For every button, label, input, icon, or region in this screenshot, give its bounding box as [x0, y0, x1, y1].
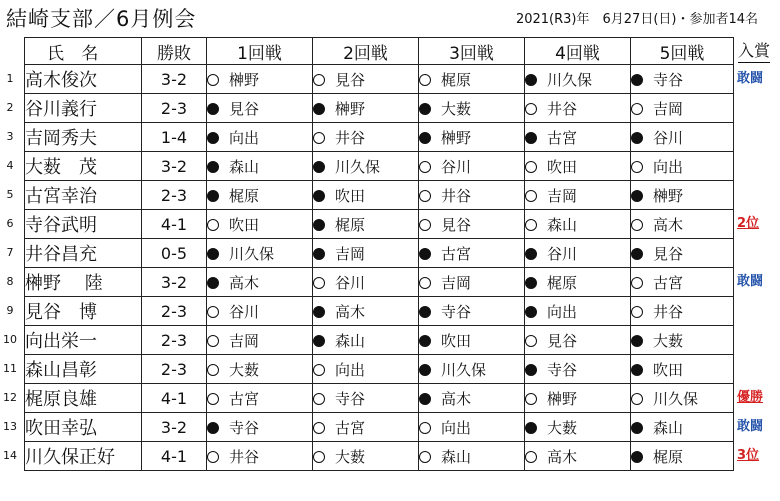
opponent-name: 川久保	[335, 157, 381, 176]
player-record: 4-1	[142, 384, 207, 413]
opponent-name: 高木	[229, 273, 260, 292]
game-result-round-2	[313, 326, 419, 355]
opponent-name: 谷川	[229, 302, 260, 321]
player-name: 梶原良雄	[25, 384, 142, 413]
opponent-name: 榊野	[335, 99, 366, 118]
game-result-round-3	[419, 384, 525, 413]
opponent-name: 見谷	[653, 244, 684, 263]
loss-mark-icon	[631, 132, 643, 144]
game-result-round-1	[207, 355, 313, 384]
loss-mark-icon	[313, 190, 325, 202]
game-result-round-1	[207, 152, 313, 181]
opponent-name: 見谷	[335, 70, 366, 89]
player-name: 川久保正好	[25, 442, 142, 471]
game-result-round-2	[313, 384, 419, 413]
win-mark-icon	[207, 393, 219, 405]
game-result-round-1	[207, 181, 313, 210]
loss-mark-icon	[631, 74, 643, 86]
game-result-round-2	[313, 210, 419, 239]
opponent-name: 古宮	[441, 244, 472, 263]
header-award: 入賞	[738, 40, 770, 63]
loss-mark-icon	[525, 364, 537, 376]
game-result-round-5	[631, 384, 734, 413]
loss-mark-icon	[207, 190, 219, 202]
opponent-name: 見谷	[547, 331, 578, 350]
win-mark-icon	[631, 219, 643, 231]
player-name: 古宮幸治	[25, 181, 142, 210]
award-label: 優勝	[737, 390, 764, 405]
player-record: 3-2	[142, 268, 207, 297]
player-row	[25, 442, 734, 471]
player-record: 4-1	[142, 210, 207, 239]
loss-mark-icon	[631, 190, 643, 202]
win-mark-icon	[631, 306, 643, 318]
game-result-round-5	[631, 94, 734, 123]
opponent-name: 谷川	[653, 128, 684, 147]
opponent-name: 吉岡	[441, 273, 472, 292]
opponent-name: 梶原	[441, 70, 472, 89]
header-round-3: 3回戦	[419, 38, 525, 65]
win-mark-icon	[525, 335, 537, 347]
opponent-name: 川久保	[229, 244, 275, 263]
player-record: 3-2	[142, 152, 207, 181]
player-name: 榊野 陸	[25, 268, 142, 297]
row-number: 8	[6, 275, 14, 288]
opponent-name: 大薮	[441, 99, 472, 118]
game-result-round-2	[313, 442, 419, 471]
win-mark-icon	[419, 422, 431, 434]
game-result-round-4	[525, 152, 631, 181]
opponent-name: 吉岡	[653, 99, 684, 118]
win-mark-icon	[419, 74, 431, 86]
win-mark-icon	[631, 161, 643, 173]
opponent-name: 古宮	[653, 273, 684, 292]
player-row	[25, 384, 734, 413]
player-record: 3-2	[142, 413, 207, 442]
opponent-name: 梶原	[229, 186, 260, 205]
opponent-name: 見谷	[229, 99, 260, 118]
game-result-round-5	[631, 297, 734, 326]
opponent-name: 梶原	[547, 273, 578, 292]
loss-mark-icon	[313, 248, 325, 260]
player-row	[25, 210, 734, 239]
game-result-round-1	[207, 123, 313, 152]
opponent-name: 川久保	[653, 389, 699, 408]
win-mark-icon	[313, 132, 325, 144]
opponent-name: 井谷	[653, 302, 684, 321]
player-record: 4-1	[142, 442, 207, 471]
win-mark-icon	[313, 277, 325, 289]
opponent-name: 古宮	[229, 389, 260, 408]
win-mark-icon	[207, 219, 219, 231]
win-mark-icon	[525, 219, 537, 231]
player-record: 1-4	[142, 123, 207, 152]
player-record: 2-3	[142, 355, 207, 384]
header-row	[25, 38, 734, 65]
loss-mark-icon	[207, 248, 219, 260]
opponent-name: 向出	[653, 157, 684, 176]
award-label: 3位	[737, 448, 760, 463]
game-result-round-5	[631, 65, 734, 94]
game-result-round-5	[631, 239, 734, 268]
opponent-name: 寺谷	[229, 418, 260, 437]
opponent-name: 大薮	[547, 418, 578, 437]
player-name: 向出栄一	[25, 326, 142, 355]
opponent-name: 吉岡	[335, 244, 366, 263]
loss-mark-icon	[419, 103, 431, 115]
opponent-name: 川久保	[547, 70, 593, 89]
win-mark-icon	[419, 161, 431, 173]
opponent-name: 森山	[229, 157, 260, 176]
row-number: 7	[6, 246, 14, 259]
opponent-name: 森山	[547, 215, 578, 234]
opponent-name: 高木	[653, 215, 684, 234]
loss-mark-icon	[207, 161, 219, 173]
game-result-round-5	[631, 152, 734, 181]
win-mark-icon	[525, 393, 537, 405]
win-mark-icon	[419, 277, 431, 289]
opponent-name: 井谷	[335, 128, 366, 147]
opponent-name: 大薮	[653, 331, 684, 350]
player-row	[25, 181, 734, 210]
game-result-round-3	[419, 152, 525, 181]
loss-mark-icon	[419, 306, 431, 318]
opponent-name: 谷川	[441, 157, 472, 176]
player-name: 大薮 茂	[25, 152, 142, 181]
game-result-round-1	[207, 384, 313, 413]
opponent-name: 見谷	[441, 215, 472, 234]
player-row	[25, 65, 734, 94]
opponent-name: 大薮	[335, 447, 366, 466]
opponent-name: 井谷	[441, 186, 472, 205]
loss-mark-icon	[419, 132, 431, 144]
opponent-name: 向出	[547, 302, 578, 321]
opponent-name: 吹田	[229, 215, 260, 234]
player-name: 吉岡秀夫	[25, 123, 142, 152]
win-mark-icon	[313, 74, 325, 86]
header-round-5: 5回戦	[631, 38, 734, 65]
award-label: 2位	[737, 216, 760, 231]
game-result-round-3	[419, 326, 525, 355]
game-result-round-4	[525, 268, 631, 297]
row-number: 12	[3, 391, 17, 404]
opponent-name: 梶原	[335, 215, 366, 234]
loss-mark-icon	[419, 248, 431, 260]
game-result-round-4	[525, 239, 631, 268]
win-mark-icon	[313, 422, 325, 434]
game-result-round-5	[631, 181, 734, 210]
player-record: 2-3	[142, 94, 207, 123]
player-name: 井谷昌充	[25, 239, 142, 268]
opponent-name: 谷川	[547, 244, 578, 263]
game-result-round-5	[631, 355, 734, 384]
loss-mark-icon	[313, 161, 325, 173]
player-record: 2-3	[142, 297, 207, 326]
win-mark-icon	[631, 277, 643, 289]
game-result-round-2	[313, 268, 419, 297]
opponent-name: 榊野	[547, 389, 578, 408]
loss-mark-icon	[207, 422, 219, 434]
opponent-name: 高木	[441, 389, 472, 408]
row-number: 14	[3, 449, 17, 462]
loss-mark-icon	[631, 248, 643, 260]
player-name: 森山昌彰	[25, 355, 142, 384]
loss-mark-icon	[419, 364, 431, 376]
header-round-4: 4回戦	[525, 38, 631, 65]
game-result-round-4	[525, 297, 631, 326]
header-record: 勝敗	[142, 38, 207, 65]
win-mark-icon	[313, 451, 325, 463]
loss-mark-icon	[525, 132, 537, 144]
opponent-name: 梶原	[653, 447, 684, 466]
player-record: 2-3	[142, 181, 207, 210]
win-mark-icon	[525, 161, 537, 173]
loss-mark-icon	[207, 277, 219, 289]
game-result-round-1	[207, 239, 313, 268]
player-row	[25, 123, 734, 152]
award-label: 敢闘	[737, 419, 764, 434]
page-title: 結崎支部／6月例会	[6, 7, 197, 31]
game-result-round-4	[525, 326, 631, 355]
event-meta: 2021(R3)年 6月27日(日)・参加者14名	[515, 12, 758, 27]
loss-mark-icon	[525, 422, 537, 434]
game-result-round-3	[419, 297, 525, 326]
header-round-2: 2回戦	[313, 38, 419, 65]
opponent-name: 榊野	[229, 70, 260, 89]
game-result-round-4	[525, 94, 631, 123]
win-mark-icon	[525, 103, 537, 115]
player-name: 吹田幸弘	[25, 413, 142, 442]
game-result-round-4	[525, 181, 631, 210]
game-result-round-4	[525, 210, 631, 239]
row-number: 10	[3, 333, 17, 346]
opponent-name: 吹田	[653, 360, 684, 379]
opponent-name: 榊野	[653, 186, 684, 205]
player-record: 0-5	[142, 239, 207, 268]
game-result-round-4	[525, 123, 631, 152]
player-record: 3-2	[142, 65, 207, 94]
opponent-name: 高木	[547, 447, 578, 466]
player-name: 見谷 博	[25, 297, 142, 326]
player-row	[25, 326, 734, 355]
opponent-name: 吉岡	[229, 331, 260, 350]
game-result-round-5	[631, 442, 734, 471]
game-result-round-4	[525, 442, 631, 471]
results-body	[25, 65, 734, 471]
loss-mark-icon	[207, 132, 219, 144]
win-mark-icon	[525, 451, 537, 463]
loss-mark-icon	[525, 248, 537, 260]
loss-mark-icon	[631, 364, 643, 376]
game-result-round-1	[207, 326, 313, 355]
game-result-round-5	[631, 210, 734, 239]
opponent-name: 向出	[335, 360, 366, 379]
win-mark-icon	[313, 364, 325, 376]
opponent-name: 寺谷	[653, 70, 684, 89]
opponent-name: 寺谷	[547, 360, 578, 379]
win-mark-icon	[313, 393, 325, 405]
opponent-name: 井谷	[229, 447, 260, 466]
game-result-round-2	[313, 65, 419, 94]
player-record: 2-3	[142, 326, 207, 355]
game-result-round-5	[631, 123, 734, 152]
opponent-name: 高木	[335, 302, 366, 321]
game-result-round-2	[313, 94, 419, 123]
header-round-1: 1回戦	[207, 38, 313, 65]
game-result-round-3	[419, 268, 525, 297]
player-row	[25, 239, 734, 268]
game-result-round-4	[525, 65, 631, 94]
win-mark-icon	[419, 451, 431, 463]
game-result-round-2	[313, 355, 419, 384]
opponent-name: 森山	[653, 418, 684, 437]
game-result-round-1	[207, 210, 313, 239]
loss-mark-icon	[525, 306, 537, 318]
award-label: 敢闘	[737, 71, 764, 86]
game-result-round-4	[525, 413, 631, 442]
loss-mark-icon	[313, 335, 325, 347]
game-result-round-2	[313, 297, 419, 326]
win-mark-icon	[525, 190, 537, 202]
game-result-round-1	[207, 268, 313, 297]
game-result-round-5	[631, 268, 734, 297]
game-result-round-1	[207, 442, 313, 471]
win-mark-icon	[207, 364, 219, 376]
loss-mark-icon	[419, 335, 431, 347]
opponent-name: 吹田	[335, 186, 366, 205]
loss-mark-icon	[525, 277, 537, 289]
win-mark-icon	[631, 103, 643, 115]
row-number: 2	[6, 101, 14, 114]
row-number: 3	[6, 130, 14, 143]
game-result-round-1	[207, 94, 313, 123]
game-result-round-2	[313, 152, 419, 181]
opponent-name: 向出	[229, 128, 260, 147]
row-number: 9	[6, 304, 14, 317]
game-result-round-3	[419, 442, 525, 471]
game-result-round-2	[313, 123, 419, 152]
opponent-name: 森山	[335, 331, 366, 350]
loss-mark-icon	[631, 335, 643, 347]
game-result-round-3	[419, 94, 525, 123]
opponent-name: 古宮	[547, 128, 578, 147]
win-mark-icon	[207, 306, 219, 318]
player-name: 寺谷武明	[25, 210, 142, 239]
row-number: 6	[6, 217, 14, 230]
loss-mark-icon	[631, 451, 643, 463]
win-mark-icon	[207, 335, 219, 347]
win-mark-icon	[419, 190, 431, 202]
loss-mark-icon	[313, 219, 325, 231]
award-label: 敢闘	[737, 274, 764, 289]
win-mark-icon	[631, 393, 643, 405]
opponent-name: 森山	[441, 447, 472, 466]
player-row	[25, 152, 734, 181]
win-mark-icon	[207, 451, 219, 463]
game-result-round-2	[313, 239, 419, 268]
player-name: 高木俊次	[25, 65, 142, 94]
game-result-round-1	[207, 413, 313, 442]
row-number: 13	[3, 420, 17, 433]
loss-mark-icon	[525, 74, 537, 86]
opponent-name: 寺谷	[441, 302, 472, 321]
game-result-round-2	[313, 181, 419, 210]
loss-mark-icon	[313, 103, 325, 115]
game-result-round-3	[419, 355, 525, 384]
game-result-round-3	[419, 65, 525, 94]
player-row	[25, 355, 734, 384]
loss-mark-icon	[419, 393, 431, 405]
win-mark-icon	[419, 219, 431, 231]
player-row	[25, 413, 734, 442]
loss-mark-icon	[313, 306, 325, 318]
game-result-round-1	[207, 297, 313, 326]
opponent-name: 寺谷	[335, 389, 366, 408]
row-number: 5	[6, 188, 14, 201]
game-result-round-5	[631, 413, 734, 442]
game-result-round-3	[419, 210, 525, 239]
opponent-name: 吉岡	[547, 186, 578, 205]
game-result-round-3	[419, 413, 525, 442]
game-result-round-3	[419, 123, 525, 152]
row-number: 1	[6, 72, 14, 85]
opponent-name: 大薮	[229, 360, 260, 379]
row-number: 4	[6, 159, 14, 172]
opponent-name: 谷川	[335, 273, 366, 292]
opponent-name: 川久保	[441, 360, 487, 379]
game-result-round-3	[419, 181, 525, 210]
opponent-name: 古宮	[335, 418, 366, 437]
loss-mark-icon	[631, 422, 643, 434]
game-result-round-4	[525, 355, 631, 384]
opponent-name: 向出	[441, 418, 472, 437]
opponent-name: 吹田	[441, 331, 472, 350]
player-name: 谷川義行	[25, 94, 142, 123]
game-result-round-4	[525, 384, 631, 413]
opponent-name: 吹田	[547, 157, 578, 176]
row-number: 11	[3, 362, 17, 375]
game-result-round-2	[313, 413, 419, 442]
game-result-round-1	[207, 65, 313, 94]
opponent-name: 井谷	[547, 99, 578, 118]
game-result-round-3	[419, 239, 525, 268]
opponent-name: 榊野	[441, 128, 472, 147]
game-result-round-5	[631, 326, 734, 355]
results-table	[24, 37, 734, 471]
player-row	[25, 94, 734, 123]
player-row	[25, 297, 734, 326]
loss-mark-icon	[207, 103, 219, 115]
player-row	[25, 268, 734, 297]
win-mark-icon	[207, 74, 219, 86]
header-name: 氏 名	[25, 38, 142, 65]
